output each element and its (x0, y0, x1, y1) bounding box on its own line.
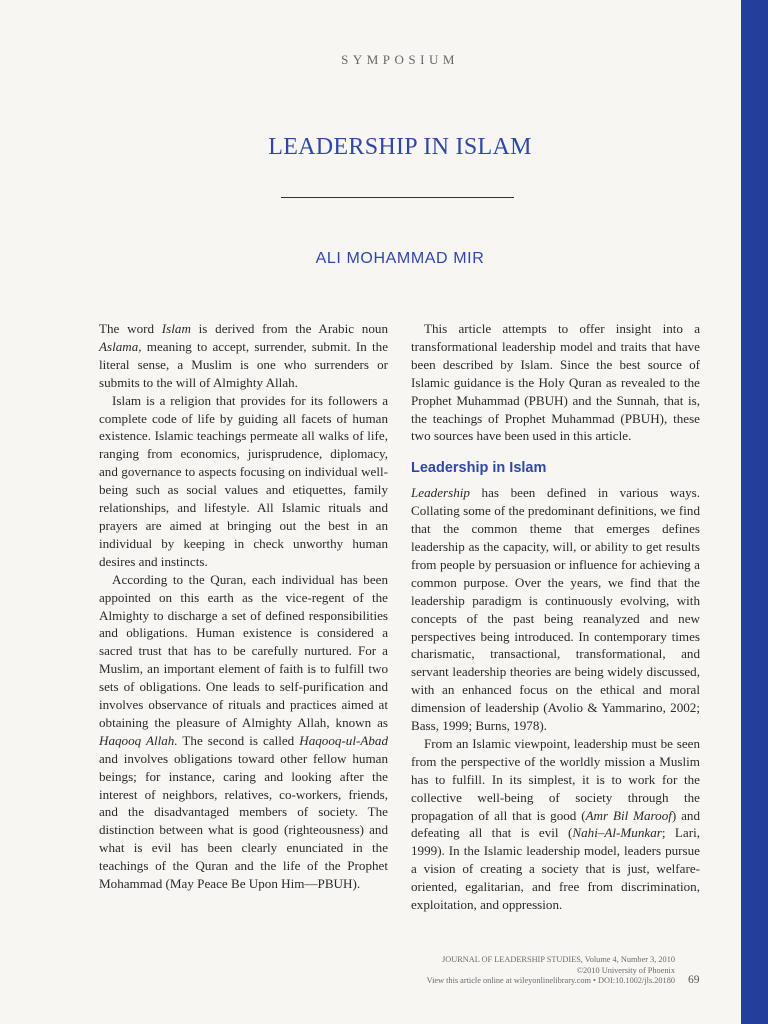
paragraph: Leadership has been defined in various ways. Collating some of the predominant definitions, we find that the common theme that emerges defines leadership as the capacity, will, or ability to get results from people by persuasion or influence for achieving a common purpose. Over the years, we find that the leadership paradigm is continuously evolving, with concepts of the past being reanalyzed and new perspectives being introduced. In contemporary times charismatic, transactional, transformational, and servant leadership theories are being widely discussed, with an enhanced focus on the ethical and moral dimension of leadership (Avolio & Yammarino, 2002; Bass, 1999; Burns, 1978). (411, 485, 700, 734)
title-divider (281, 197, 514, 198)
paragraph: This article attempts to offer insight into a transformational leadership model and traits that have been described by Islam. Since the best source of Islamic guidance is the Holy Quran as revealed to the Prophet Muhammad (PBUH) and the Sunnah, that is, the teachings of Prophet Muhammad (PBUH), these two sources have been used in this article. (411, 321, 700, 444)
left-column (99, 320, 388, 893)
paragraph: The word Islam is derived from the Arabic noun Aslama, meaning to accept, surrender, submit. In the literal sense, a Muslim is one who surrenders or submits to the will of Almighty Allah. (99, 321, 388, 390)
page-number: 69 (688, 974, 700, 986)
article-title: LEADERSHIP IN ISLAM (268, 134, 532, 160)
paragraph: Islam is a religion that provides for its followers a complete code of life by guiding all facets of human existence. Islamic teachings permeate all walks of life, ranging from economics, jurisprudence, diplomacy, and governance to aspects focusing on individual well-being such as social values and etiquettes, family relationships, and lifestyle. All Islamic rituals and prayers are aimed at bringing out the best in an individual by keeping in check unworthy human desires and instincts. (99, 392, 388, 569)
right-column (411, 320, 700, 914)
copyright-line: ©2010 University of Phoenix (576, 965, 675, 975)
section-label: SYMPOSIUM (341, 52, 459, 67)
paragraph: From an Islamic viewpoint, leadership must be seen from the perspective of the worldly mission a Muslim has to fulfill. In its simplest, it is to work for the collective well-being of society through the propagation of all that is good (Amr Bil Maroof) and defeating all that is evil (Nahi–Al-Munkar; Lari, 1999). In the Islamic leadership model, leaders pursue a vision of creating a society that is just, welfare-oriented, egalitarian, and free from discrimination, exploitation, and oppression. (411, 735, 701, 913)
journal-footer (300, 955, 675, 987)
journal-citation: JOURNAL OF LEADERSHIP STUDIES, Volume 4, Number 3, 2010 (441, 955, 675, 964)
author-name: ALI MOHAMMAD MIR (315, 250, 485, 267)
section-heading: Leadership in Islam (411, 460, 547, 477)
paragraph: According to the Quran, each individual has been appointed on this earth as the vice-regent of the Almighty to discharge a set of defined responsibilities and obligations. Human existence is considered a sacred trust that has to be carefully nurtured. For a Muslim, an important element of faith is to fulfill two sets of obligations. One leads to self-purification and involves observance of rituals and practices aimed at obtaining the pleasure of Almighty Allah, known as Haqooq Allah. The second is called Haqooq-ul-Abad and involves obligations toward other fellow human beings; for instance, caring and looking after the interest of neighbors, relatives, co-workers, friends, and the disadvantaged members of society. The distinction between what is good (righteousness) and what is evil has been clearly enunciated in the teachings of the Quran and the life of the Prophet Mohammad (May Peace Be Upon Him—PBUH). (99, 571, 388, 892)
online-doi-line: View this article online at wileyonlinelibrary.com • DOI:10.1002/jls.20180 (426, 976, 675, 985)
